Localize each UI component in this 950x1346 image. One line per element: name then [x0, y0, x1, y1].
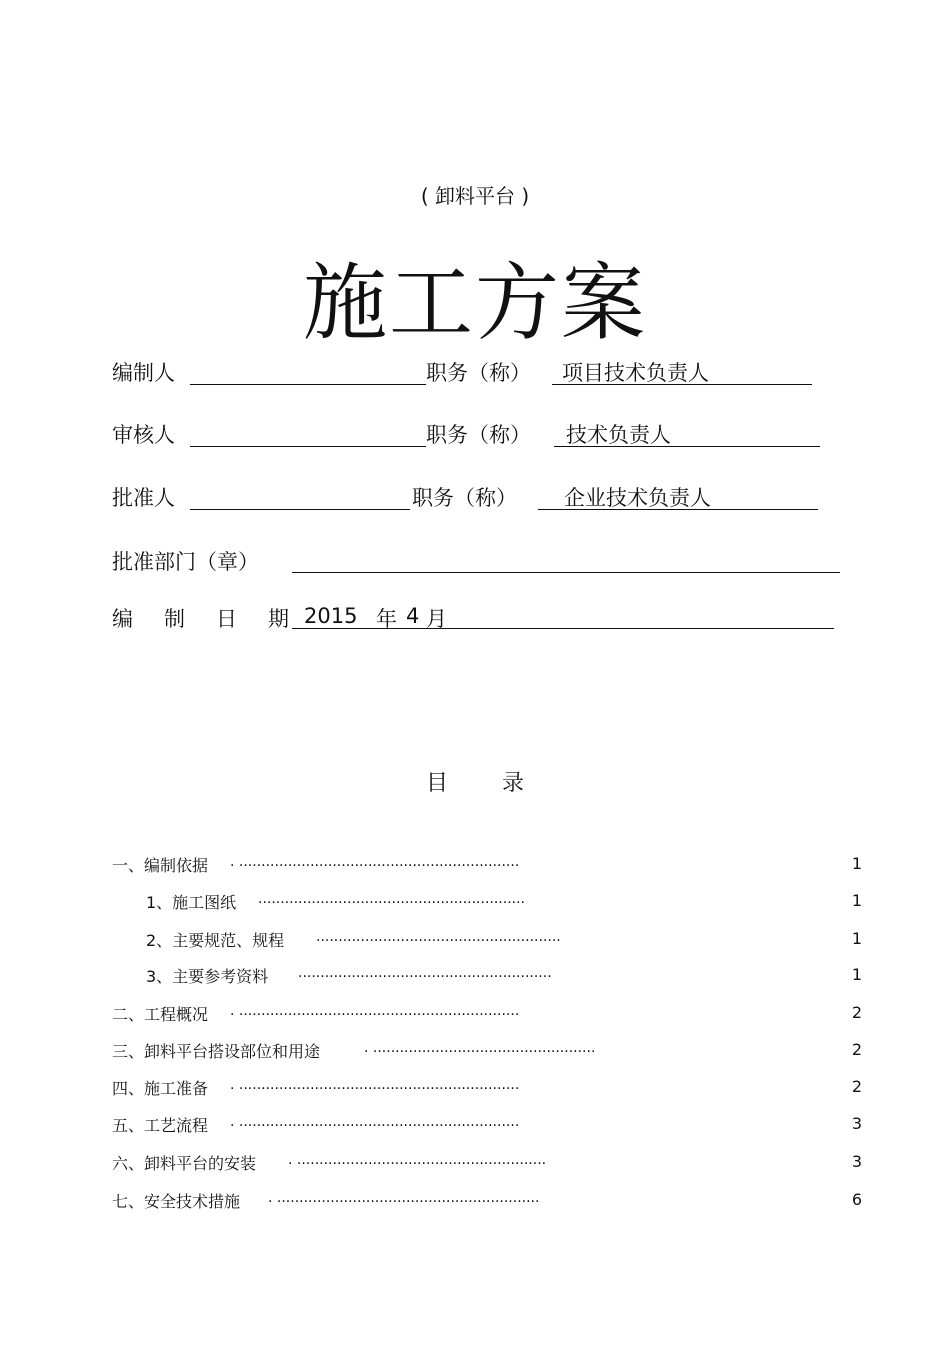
approver-position-label: 职务（称） [412, 486, 517, 510]
toc-item-page: 2 [851, 1040, 862, 1059]
toc-item-label[interactable]: 五、工艺流程 [112, 1116, 209, 1135]
toc-item-label[interactable]: 3、主要参考资料 [146, 967, 269, 986]
reviewer-position-value: 技术负责人 [566, 423, 671, 447]
reviewer-position-line [554, 446, 820, 447]
toc-item-page: 3 [851, 1114, 862, 1133]
toc-item-page: 3 [851, 1152, 862, 1171]
compiler-position-label: 职务（称） [426, 361, 531, 385]
compiler-label: 编制人 [112, 361, 175, 385]
date-line [292, 628, 834, 629]
toc-item-label[interactable]: 七、安全技术措施 [112, 1192, 241, 1211]
reviewer-name-line [190, 446, 426, 447]
toc-item-page: 1 [851, 929, 862, 948]
toc-item-label[interactable]: 2、主要规范、规程 [146, 931, 285, 950]
date-month: 4 [406, 604, 420, 628]
toc-item-page: 1 [851, 965, 862, 984]
date-year: 2015 [304, 604, 358, 628]
toc-item-dots: ....................................................... [316, 929, 561, 945]
dept-label: 批准部门（章） [112, 550, 259, 574]
toc-item-dots: . ........................................................ [288, 1152, 547, 1168]
approver-position-value: 企业技术负责人 [564, 486, 711, 510]
compiler-name-line [190, 384, 426, 385]
toc-item-page: 1 [851, 891, 862, 910]
date-month-unit: 月 [426, 607, 447, 631]
date-label-char: 编 [112, 607, 133, 631]
toc-item-label[interactable]: 二、工程概况 [112, 1005, 209, 1024]
approver-name-line [190, 509, 410, 510]
compiler-position-line [552, 384, 812, 385]
approver-position-line [538, 509, 818, 510]
date-year-unit: 年 [376, 607, 397, 631]
toc-item-dots: ............................................................ [258, 891, 526, 907]
toc-item-label[interactable]: 一、编制依据 [112, 856, 209, 875]
toc-item-dots: . ............................................................... [230, 854, 520, 870]
approver-label: 批准人 [112, 486, 175, 510]
toc-item-page: 2 [851, 1077, 862, 1096]
date-label-char: 期 [268, 607, 289, 631]
toc-item-label[interactable]: 三、卸料平台搭设部位和用途 [112, 1042, 321, 1061]
date-label-char: 制 [164, 607, 185, 631]
toc-item-label[interactable]: 四、施工准备 [112, 1079, 209, 1098]
toc-item-dots: . ............................................................... [230, 1114, 520, 1130]
toc-item-page: 2 [851, 1003, 862, 1022]
dept-line [292, 572, 840, 573]
toc-item-dots: . ............................................................... [230, 1077, 520, 1093]
toc-item-dots: . ............................................................... [230, 1003, 520, 1019]
date-label-char: 日 [216, 607, 237, 631]
toc-item-page: 1 [851, 854, 862, 873]
toc-item-label[interactable]: 六、卸料平台的安装 [112, 1154, 257, 1173]
document-title: 施工方案 [302, 254, 647, 352]
toc-item-dots: ......................................................... [298, 965, 552, 981]
toc-title-char: 目 [425, 771, 448, 796]
reviewer-label: 审核人 [112, 423, 175, 447]
toc-item-page: 6 [851, 1190, 862, 1209]
compiler-position-value: 项目技术负责人 [562, 361, 709, 385]
toc-item-dots: . .................................................. [364, 1040, 596, 1056]
subtitle: ( 卸料平台 ) [420, 184, 530, 208]
reviewer-position-label: 职务（称） [426, 423, 531, 447]
toc-title-char: 录 [502, 771, 525, 796]
toc-item-label[interactable]: 1、施工图纸 [146, 893, 237, 912]
toc-title [0, 766, 950, 797]
toc-item-dots: . ........................................................... [268, 1190, 540, 1206]
